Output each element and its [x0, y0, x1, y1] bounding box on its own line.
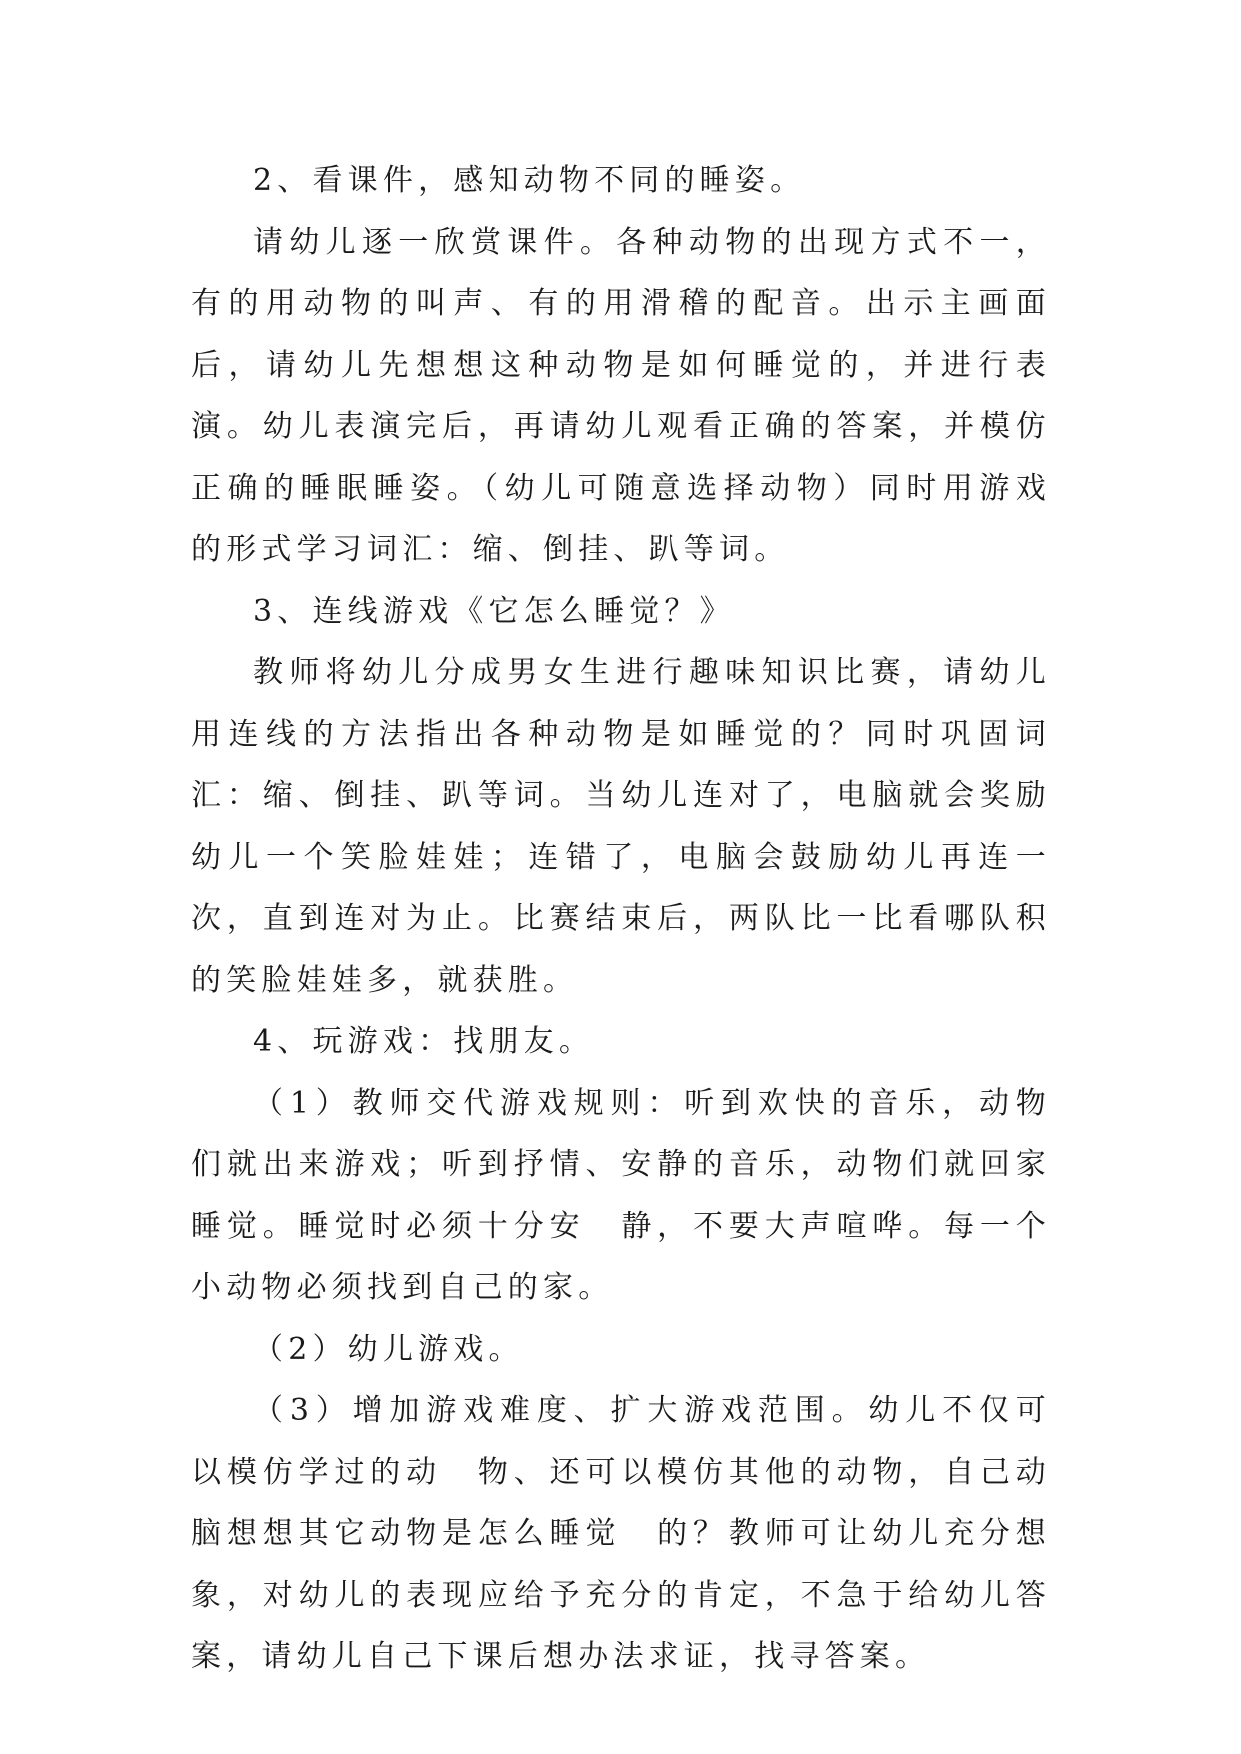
- step-4-heading: 4、玩游戏：找朋友。: [253, 1024, 595, 1059]
- step-2-description: 请幼儿逐一欣赏课件。各种动物的出现方式不一，有的用动物的叫声、有的用滑稽的配音。出示主画面后，请幼儿先想想这种动物是如何睡觉的，并进行表演。幼儿表演完后，再请幼儿观看正确的答案，并模仿正确的睡眠睡姿。（幼儿可随意选择动物）同时用游戏的形式学习词汇：缩、倒挂、趴等词。: [191, 224, 1051, 567]
- step-4-item-1: （1）教师交代游戏规则：听到欢快的音乐，动物们就出来游戏；听到抒情、安静的音乐，动物们就回家睡觉。睡觉时必须十分安 静，不要大声喧哗。每一个小动物必须找到自己的家。: [191, 1085, 1051, 1305]
- step-3-description: 教师将幼儿分成男女生进行趣味知识比赛，请幼儿用连线的方法指出各种动物是如睡觉的？同时巩固词汇：缩、倒挂、趴等词。当幼儿连对了，电脑就会奖励幼儿一个笑脸娃娃；连错了，电脑会鼓励幼儿再连一次，直到连对为止。比赛结束后，两队比一比看哪队积的笑脸娃娃多，就获胜。: [191, 655, 1051, 998]
- document-body: [191, 150, 1051, 1688]
- step-4-item-3: （3）增加游戏难度、扩大游戏范围。幼儿不仅可以模仿学过的动 物、还可以模仿其他的动物，自己动脑想想其它动物是怎么睡觉 的？教师可让幼儿充分想象，对幼儿的表现应给予充分的肯定，不急于给幼儿答案，请幼儿自己下课后想办法求证，找寻答案。: [191, 1393, 1051, 1674]
- step-4-item-2: （2）幼儿游戏。: [253, 1331, 524, 1367]
- step-3-heading: 3、连线游戏《它怎么睡觉？》: [253, 593, 735, 629]
- step-2-heading: 2、看课件，感知动物不同的睡姿。: [253, 163, 806, 198]
